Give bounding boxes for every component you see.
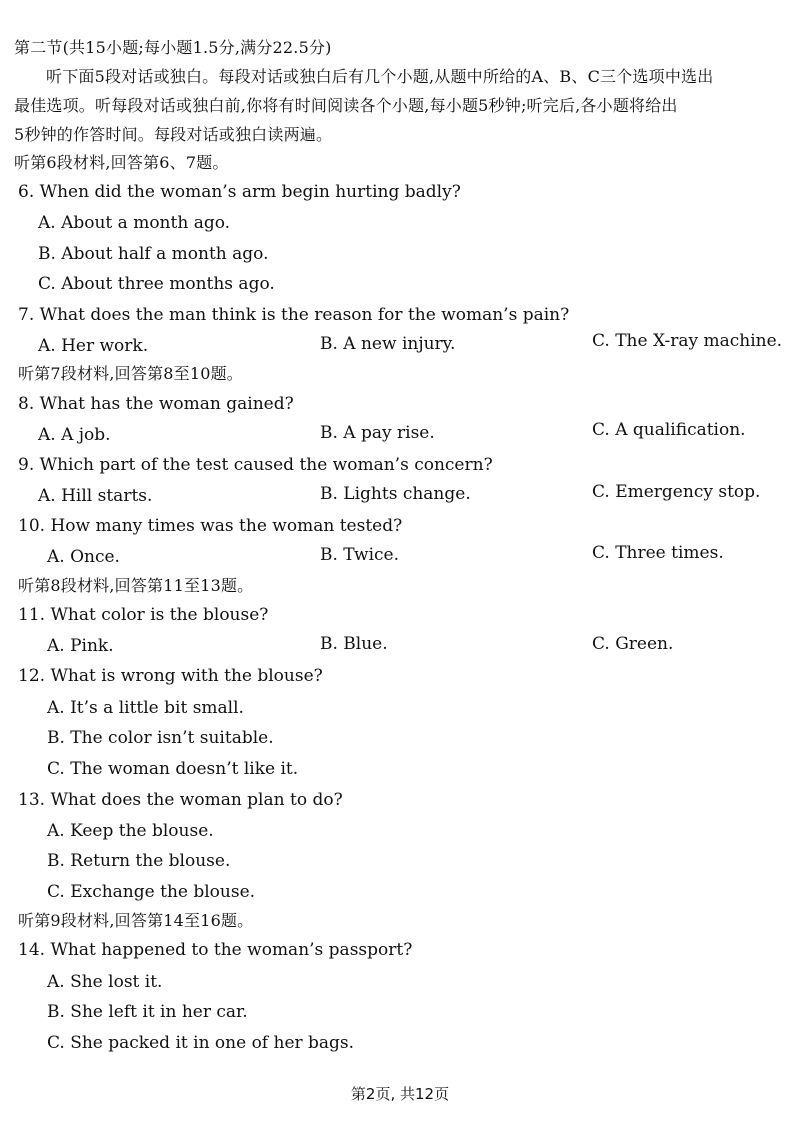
passage-7-heading: 听第7段材料,回答第8至10题。 xyxy=(18,364,244,383)
question-10-option-c: C. Three times. xyxy=(592,543,724,563)
question-13-option-b: B. Return the blouse. xyxy=(47,851,231,871)
question-9-option-c: C. Emergency stop. xyxy=(592,482,761,502)
question-7-option-b: B. A new injury. xyxy=(320,334,456,354)
question-10: 10. How many times was the woman tested? xyxy=(18,516,403,536)
instructions-line-2: 最佳选项。听每段对话或独白前,你将有时间阅读各个小题,每小题5秒钟;听完后,各小题将给出 xyxy=(14,96,678,115)
passage-9-heading: 听第9段材料,回答第14至16题。 xyxy=(18,911,254,930)
question-10-option-b: B. Twice. xyxy=(320,545,400,565)
question-6-option-b: B. About half a month ago. xyxy=(38,244,269,264)
passage-8-heading: 听第8段材料,回答第11至13题。 xyxy=(18,576,254,595)
question-8-option-c: C. A qualification. xyxy=(592,420,746,440)
question-9-option-b: B. Lights change. xyxy=(320,484,471,504)
question-8: 8. What has the woman gained? xyxy=(18,394,294,414)
question-14-option-a: A. She lost it. xyxy=(47,972,163,992)
question-14-option-b: B. She left it in her car. xyxy=(47,1002,248,1022)
question-11-option-a: A. Pink. xyxy=(47,636,114,656)
question-9: 9. Which part of the test caused the woman’s concern? xyxy=(18,455,493,475)
question-8-option-b: B. A pay rise. xyxy=(320,423,435,443)
question-10-option-a: A. Once. xyxy=(47,547,120,567)
question-6: 6. When did the woman’s arm begin hurting badly? xyxy=(18,182,461,202)
page-number-footer: 第2页, 共12页 xyxy=(350,1085,450,1103)
question-8-option-a: A. A job. xyxy=(38,425,111,445)
question-7-option-c: C. The X-ray machine. xyxy=(592,331,783,351)
question-9-option-a: A. Hill starts. xyxy=(38,486,153,506)
section-header: 第二节(共15小题;每小题1.5分,满分22.5分) xyxy=(14,38,332,57)
question-6-option-c: C. About three months ago. xyxy=(38,274,275,294)
question-13-option-a: A. Keep the blouse. xyxy=(47,821,214,841)
question-14-option-c: C. She packed it in one of her bags. xyxy=(47,1033,355,1053)
instructions-line-3: 5秒钟的作答时间。每段对话或独白读两遍。 xyxy=(14,125,333,144)
question-11: 11. What color is the blouse? xyxy=(18,605,269,625)
question-12: 12. What is wrong with the blouse? xyxy=(18,666,323,686)
question-7: 7. What does the man think is the reason for the woman’s pain? xyxy=(18,305,570,325)
question-7-option-a: A. Her work. xyxy=(38,336,149,356)
question-13: 13. What does the woman plan to do? xyxy=(18,790,343,810)
question-14: 14. What happened to the woman’s passport? xyxy=(18,940,413,960)
passage-6-heading: 听第6段材料,回答第6、7题。 xyxy=(14,153,229,172)
question-13-option-c: C. Exchange the blouse. xyxy=(47,882,256,902)
instructions-line-1: 听下面5段对话或独白。每段对话或独白后有几个小题,从题中所给的A、B、C三个选项中选出 xyxy=(46,67,714,86)
question-12-option-a: A. It’s a little bit small. xyxy=(47,698,244,718)
question-6-option-a: A. About a month ago. xyxy=(38,213,231,233)
question-11-option-b: B. Blue. xyxy=(320,634,388,654)
question-12-option-b: B. The color isn’t suitable. xyxy=(47,728,274,748)
question-12-option-c: C. The woman doesn’t like it. xyxy=(47,759,299,779)
question-11-option-c: C. Green. xyxy=(592,634,674,654)
